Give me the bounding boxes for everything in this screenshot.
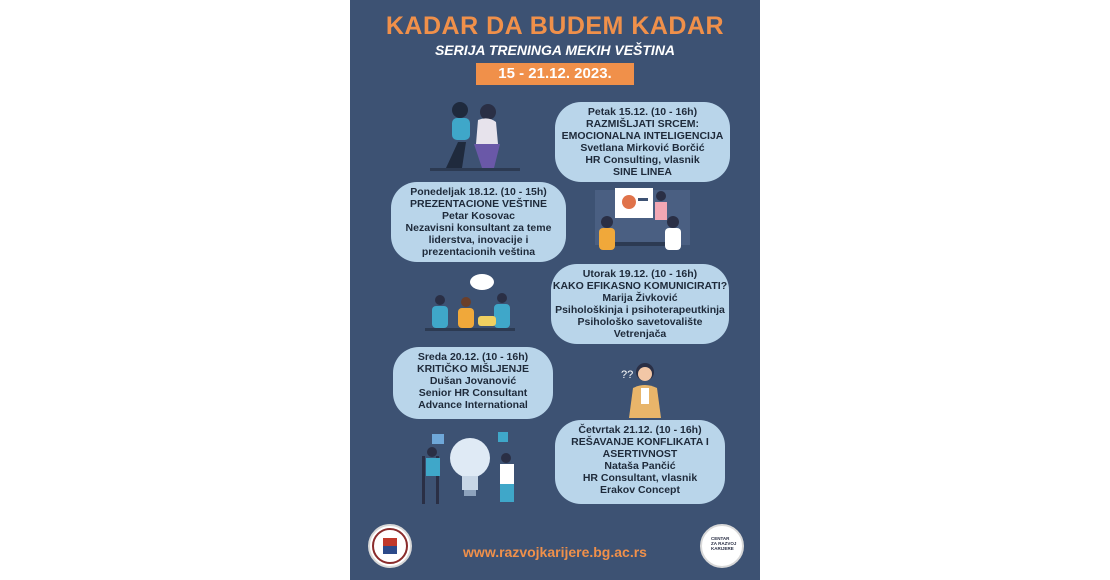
date-range-badge: 15 - 21.12. 2023. xyxy=(476,63,634,85)
speaker-role: HR Consultant, vlasnik xyxy=(582,472,698,484)
session-day: Ponedeljak 18.12. (10 - 15h) xyxy=(410,186,547,198)
website-link[interactable]: www.razvojkarijere.bg.ac.rs xyxy=(463,544,647,560)
people-sitting-illustration xyxy=(430,98,520,173)
speaker-name: Nataša Pančić xyxy=(604,460,676,472)
presentation-illustration xyxy=(585,180,705,260)
session-card-monday xyxy=(391,182,566,262)
session-topic: PREZENTACIONE VEŠTINE xyxy=(410,198,547,210)
poster-title: KADAR DA BUDEM KADAR xyxy=(385,12,725,40)
session-topic: RAZMIŠLJATI SRCEM: xyxy=(586,118,699,130)
speaker-company: SINE LINEA xyxy=(613,166,672,178)
session-topic: KRITIČKO MIŠLJENJE xyxy=(416,363,529,375)
career-center-logo-text: CENTAR ZA RAZVOJ KARIJERE xyxy=(711,536,737,551)
session-card-tuesday xyxy=(551,264,729,344)
speaker-role: liderstva, inovacije i xyxy=(428,234,529,246)
speaker-role: Senior HR Consultant xyxy=(418,387,528,399)
speaker-role: Nezavisni konsultant za teme xyxy=(405,222,552,234)
svg-text:??: ?? xyxy=(621,369,634,381)
speaker-name: Petar Kosovac xyxy=(442,210,515,222)
speaker-company: Advance International xyxy=(418,399,528,411)
speaker-role: prezentacionih veština xyxy=(421,246,536,258)
thinking-person-illustration xyxy=(615,358,675,420)
lightbulb-teamwork-illustration xyxy=(412,428,527,508)
speaker-name: Dušan Jovanović xyxy=(429,375,517,387)
session-card-friday xyxy=(555,102,730,182)
speaker-company: Psihološko savetovalište xyxy=(577,316,703,328)
session-topic: ASERTIVNOST xyxy=(602,448,678,460)
event-poster xyxy=(350,0,760,580)
speaker-company: Erakov Concept xyxy=(600,484,680,496)
session-day: Petak 15.12. (10 - 16h) xyxy=(587,106,698,118)
session-day: Utorak 19.12. (10 - 16h) xyxy=(582,268,698,280)
speaker-role: HR Consulting, vlasnik xyxy=(585,154,700,166)
session-card-thursday xyxy=(555,420,725,504)
speaker-role: Psihološkinja i psihoterapeutkinja xyxy=(555,304,725,316)
speaker-name: Marija Živković xyxy=(602,292,678,304)
session-day: Sreda 20.12. (10 - 16h) xyxy=(417,351,529,363)
session-topic: EMOCIONALNA INTELIGENCIJA xyxy=(561,130,724,142)
session-day: Četvrtak 21.12. (10 - 16h) xyxy=(578,424,702,436)
group-conversation-illustration xyxy=(420,272,520,337)
career-center-logo xyxy=(700,524,744,568)
session-topic: KAKO EFIKASNO KOMUNICIRATI? xyxy=(552,280,728,292)
speaker-company: Vetrenjača xyxy=(613,328,667,340)
session-card-wednesday xyxy=(393,347,553,419)
speaker-name: Svetlana Mirković Borčić xyxy=(580,142,705,154)
session-topic: REŠAVANJE KONFLIKATA I xyxy=(571,436,709,448)
poster-subtitle: SERIJA TRENINGA MEKIH VEŠTINA xyxy=(434,42,676,58)
